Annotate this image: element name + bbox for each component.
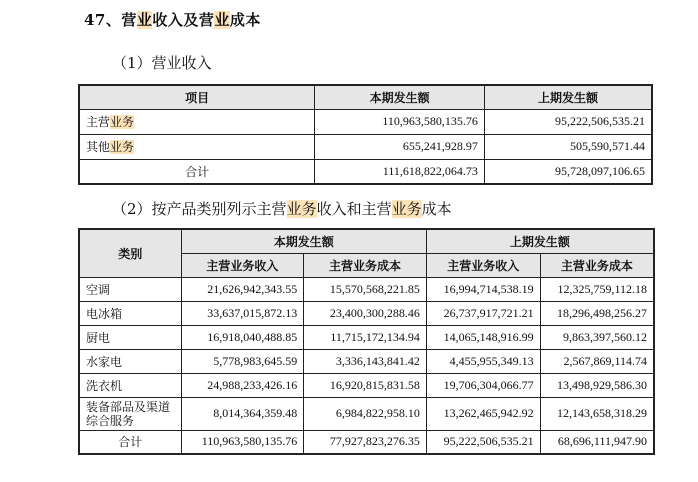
cell-current-revenue: 33,637,015,872.13 <box>181 301 304 325</box>
row-label <box>79 134 315 159</box>
cell-previous-revenue: 19,706,304,066.77 <box>426 373 540 397</box>
table-total-row <box>79 159 652 184</box>
total-label: 合计 <box>79 159 315 184</box>
cell-previous: 95,222,506,535.21 <box>484 109 652 134</box>
table-total-row <box>79 430 654 454</box>
cell-current-revenue: 5,778,983,645.59 <box>181 349 304 373</box>
table-row <box>79 325 654 349</box>
subsection-title-by-category <box>112 198 452 219</box>
label-highlight: 业务 <box>110 140 135 154</box>
heading-part: 47、营 <box>84 11 137 29</box>
table-row <box>79 134 652 159</box>
table-row <box>79 397 654 430</box>
cell-previous-revenue: 13,262,465,942.92 <box>426 397 540 430</box>
cell-current: 655,241,928.97 <box>315 134 485 159</box>
column-header-revenue: 主营业务收入 <box>181 253 304 277</box>
table-row <box>79 277 654 301</box>
title-highlight: 业务 <box>286 200 317 218</box>
cell-previous-cost: 68,696,111,947.90 <box>540 430 654 454</box>
column-header-category: 类别 <box>79 229 181 277</box>
revenue-table <box>78 84 653 185</box>
cell-previous-revenue: 26,737,917,721.21 <box>426 301 540 325</box>
cell-current: 111,618,822,064.73 <box>315 159 485 184</box>
cell-previous-cost: 18,296,498,256.27 <box>540 301 654 325</box>
row-category: 洗衣机 <box>79 373 181 397</box>
cell-previous-cost: 12,143,658,318.29 <box>540 397 654 430</box>
cell-current-cost: 11,715,172,134.94 <box>304 325 427 349</box>
title-part: （2）按产品类别列示主营 <box>112 200 287 218</box>
row-category: 厨电 <box>79 325 181 349</box>
heading-part: 成本 <box>229 11 261 29</box>
heading-part: 收入及营 <box>152 11 215 29</box>
cell-current-cost: 23,400,300,288.46 <box>304 301 427 325</box>
table-header-row <box>79 85 652 109</box>
cell-previous-revenue: 16,994,714,538.19 <box>426 277 540 301</box>
row-category: 水家电 <box>79 349 181 373</box>
cell-previous-cost: 9,863,397,560.12 <box>540 325 654 349</box>
column-header: 上期发生额 <box>484 85 652 109</box>
cell-previous-revenue: 4,455,955,349.13 <box>426 349 540 373</box>
column-header-cost: 主营业务成本 <box>540 253 654 277</box>
table-row <box>79 349 654 373</box>
heading-highlight: 业 <box>136 11 153 29</box>
total-label: 合计 <box>79 430 181 454</box>
column-header-revenue: 主营业务收入 <box>426 253 540 277</box>
row-category: 空调 <box>79 277 181 301</box>
label-text: 主营 <box>86 115 111 129</box>
column-header-previous: 上期发生额 <box>426 229 654 253</box>
table-row <box>79 301 654 325</box>
cell-current-revenue: 16,918,040,488.85 <box>181 325 304 349</box>
label-text: 其他 <box>86 140 111 154</box>
cell-previous: 505,590,571.44 <box>484 134 652 159</box>
cell-current-cost: 6,984,822,958.10 <box>304 397 427 430</box>
cell-current-cost: 77,927,823,276.35 <box>304 430 427 454</box>
cell-current-cost: 3,336,143,841.42 <box>304 349 427 373</box>
table-row <box>79 373 654 397</box>
cell-previous-cost: 2,567,869,114.74 <box>540 349 654 373</box>
column-header: 本期发生额 <box>315 85 485 109</box>
subsection-title-revenue: （1）营业收入 <box>112 54 212 72</box>
cell-previous: 95,728,097,106.65 <box>484 159 652 184</box>
title-part: 收入和主营 <box>316 200 392 218</box>
cell-previous-cost: 13,498,929,586.30 <box>540 373 654 397</box>
row-category: 装备部品及渠道综合服务 <box>79 397 181 430</box>
cell-current: 110,963,580,135.76 <box>315 109 485 134</box>
cell-current-revenue: 24,988,233,426.16 <box>181 373 304 397</box>
section-heading <box>84 9 261 30</box>
column-header: 项目 <box>79 85 315 109</box>
cell-current-cost: 15,570,568,221.85 <box>304 277 427 301</box>
heading-highlight: 业 <box>214 11 230 29</box>
label-highlight: 业务 <box>110 115 135 129</box>
cell-current-revenue: 110,963,580,135.76 <box>181 430 304 454</box>
cell-current-revenue: 8,014,364,359.48 <box>181 397 304 430</box>
cell-previous-revenue: 14,065,148,916.99 <box>426 325 540 349</box>
cell-previous-revenue: 95,222,506,535.21 <box>426 430 540 454</box>
cell-current-revenue: 21,626,942,343.55 <box>181 277 304 301</box>
row-category: 电冰箱 <box>79 301 181 325</box>
category-table <box>78 228 655 455</box>
table-row <box>79 109 652 134</box>
column-header-current: 本期发生额 <box>181 229 426 253</box>
column-header-cost: 主营业务成本 <box>304 253 427 277</box>
cell-previous-cost: 12,325,759,112.18 <box>540 277 654 301</box>
table-header-row <box>79 229 654 253</box>
title-part: 成本 <box>421 200 452 218</box>
row-label <box>79 109 315 134</box>
title-highlight: 业务 <box>391 200 422 218</box>
cell-current-cost: 16,920,815,831.58 <box>304 373 427 397</box>
